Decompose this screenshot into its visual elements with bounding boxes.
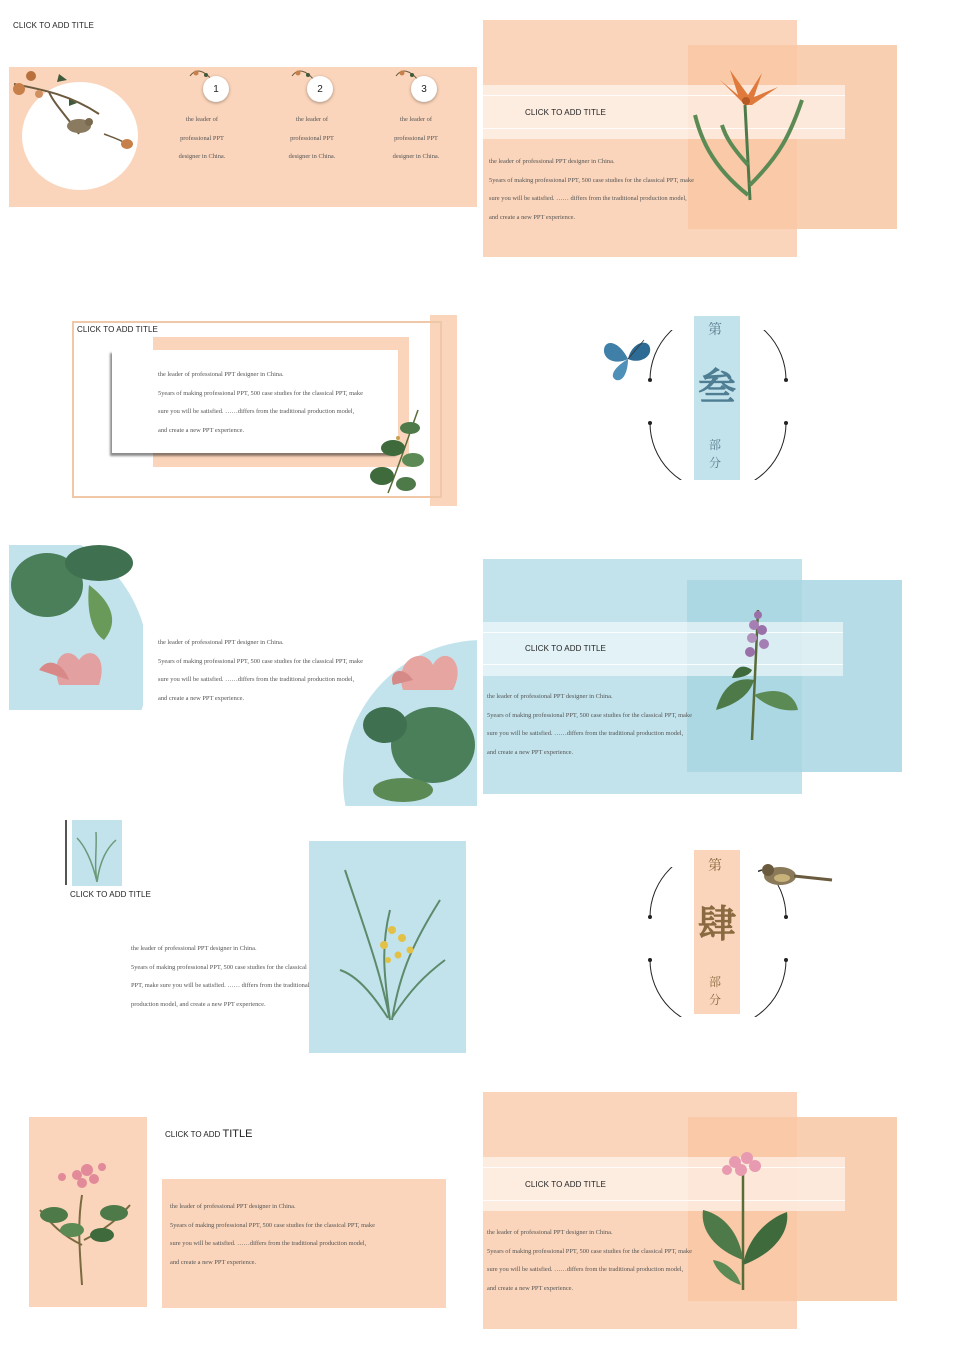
bird-branch-illustration	[9, 64, 139, 164]
slide3-title[interactable]: CLICK TO ADD TITLE	[77, 325, 158, 334]
slide6-title[interactable]: CLICK TO ADD TITLE	[525, 644, 606, 653]
step-number-1: 1	[203, 76, 229, 102]
slide9-title[interactable]	[165, 1124, 252, 1142]
slide9-title-small: CLICK TO ADD	[165, 1130, 223, 1139]
purple-flower-illustration	[710, 600, 800, 750]
slide9-title-big: TITLE	[222, 1128, 253, 1140]
section4-bottom-char-1: 部	[709, 975, 722, 989]
leaf-branch-illustration	[368, 408, 430, 496]
slide10-body: the leader of professional PPT designer in China. 5years of making professional PPT, 500 case studies for the classical PPT, make sure you will be satisfied. ……differs from the traditional production model, and create a new PPT experience.	[487, 1229, 692, 1292]
step-text-3: the leader of professional PPT designer in China.	[392, 116, 440, 161]
section3-bottom-char-2: 分	[709, 456, 722, 470]
butterfly-illustration	[598, 334, 656, 384]
slide9-body: the leader of professional PPT designer in China. 5years of making professional PPT, 500 case studies for the classical PPT, make sure you will be satisfied. ……differs from the traditional production model, and create a new PPT experience.	[170, 1203, 375, 1266]
slide10-title[interactable]: CLICK TO ADD TITLE	[525, 1180, 606, 1189]
lily-flower-illustration	[690, 65, 805, 205]
orchid-illustration	[330, 860, 450, 1030]
step-number-3: 3	[411, 76, 437, 102]
slide3-body: the leader of professional PPT designer in China. 5years of making professional PPT, 500 case studies for the classical PPT, make sure you will be satisfied. ……differs from the traditional production model, and create a new PPT experience.	[158, 371, 363, 434]
slide5-left-half-circle	[9, 545, 143, 710]
slide2-body: the leader of professional PPT designer in China. 5years of making professional PPT, 500 case studies for the classical PPT, make sure you will be satisfied. …… differs from the traditional production model, and create a new PPT experience.	[489, 158, 694, 221]
slide5-right-half-circle	[343, 640, 477, 806]
section4-bottom-char-2: 分	[709, 993, 722, 1007]
slide7-accent-line	[65, 820, 67, 885]
section3-top-char: 第	[708, 322, 722, 338]
section3-bottom-char-1: 部	[709, 438, 722, 452]
slide7-title[interactable]: CLICK TO ADD TITLE	[70, 890, 151, 899]
step-number-2: 2	[307, 76, 333, 102]
slide1-title[interactable]: CLICK TO ADD TITLE	[13, 21, 94, 30]
pink-blossom-illustration	[32, 1155, 136, 1290]
step-text-1: the leader of professional PPT designer in China.	[178, 116, 226, 161]
slide2-title[interactable]: CLICK TO ADD TITLE	[525, 108, 606, 117]
slide6-body: the leader of professional PPT designer in China. 5years of making professional PPT, 500 case studies for the classical PPT, make sure you will be satisfied. ……differs from the traditional production model, and create a new PPT experience.	[487, 693, 692, 756]
section4-main-char: 肆	[697, 901, 736, 946]
slide5-body: the leader of professional PPT designer in China. 5years of making professional PPT, 500 case studies for the classical PPT, make sure you will be satisfied. ……differs from the traditional production model, and create a new PPT experience.	[158, 639, 363, 702]
orchid-thumb-illustration	[72, 820, 122, 886]
geranium-illustration	[695, 1150, 795, 1295]
section3-main-char: 叁	[697, 364, 736, 409]
step-text-2: the leader of professional PPT designer in China.	[288, 116, 336, 161]
bird-illustration	[758, 858, 834, 894]
slide7-body: the leader of professional PPT designer in China. 5years of making professional PPT, 500 case studies for the classical PPT, make sure you will be satisfied. …… differs from the traditional production model, and create a new PPT experience.	[131, 945, 310, 1008]
section4-top-char: 第	[708, 858, 722, 874]
